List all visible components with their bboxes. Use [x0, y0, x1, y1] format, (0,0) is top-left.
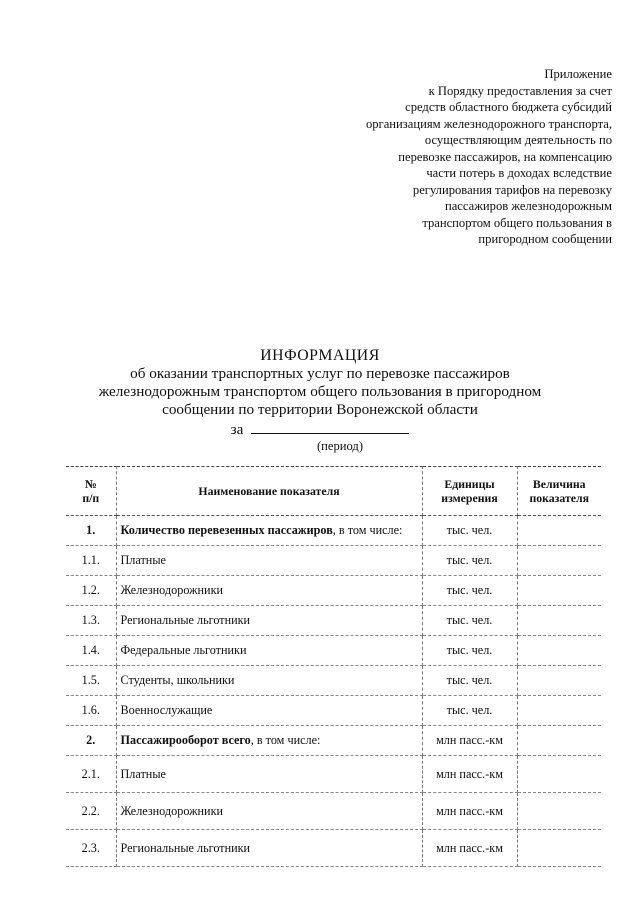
row-value-cell[interactable]	[517, 726, 601, 756]
row-unit: тыс. чел.	[422, 516, 517, 546]
row-unit: млн пасс.-км	[422, 830, 517, 867]
row-number: 1.5.	[66, 666, 116, 696]
table-row	[66, 516, 601, 546]
row-value-cell[interactable]	[517, 756, 601, 793]
row-number: 2.2.	[66, 793, 116, 830]
indicator-name-suffix: , в том числе:	[250, 733, 321, 747]
row-number: 1.6.	[66, 696, 116, 726]
appendix-line: организациям железнодорожного транспорта,	[365, 116, 612, 131]
row-value-cell[interactable]	[517, 696, 601, 726]
indicator-name-text: Региональные льготники	[120, 840, 251, 855]
row-number: 2.3.	[66, 830, 116, 867]
indicator-name-text: Платные	[120, 553, 166, 567]
indicator-name-suffix: , в том числе:	[332, 523, 403, 537]
appendix-block	[312, 66, 612, 248]
table-row	[66, 576, 601, 606]
appendix-line: к Порядку предоставления за счет	[428, 83, 612, 98]
indicator-name-text: Платные	[120, 766, 166, 781]
appendix-line: перевозке пассажиров, на компенсацию	[398, 149, 612, 164]
row-value-cell[interactable]	[517, 546, 601, 576]
row-indicator-name	[116, 576, 422, 606]
row-value-cell[interactable]	[517, 576, 601, 606]
row-unit: тыс. чел.	[422, 666, 517, 696]
row-indicator-name	[116, 830, 422, 867]
table-row	[66, 546, 601, 576]
table-row	[66, 756, 601, 793]
indicator-name-text: Железнодорожники	[120, 583, 224, 597]
row-unit: млн пасс.-км	[422, 793, 517, 830]
indicator-name-text: Железнодорожники	[120, 803, 224, 818]
row-indicator-name	[116, 516, 422, 546]
row-indicator-name	[116, 726, 422, 756]
row-unit: тыс. чел.	[422, 546, 517, 576]
indicator-name-text: Студенты, школьники	[120, 673, 235, 687]
row-indicator-name	[116, 606, 422, 636]
title-line: сообщении по территории Воронежской области	[162, 401, 478, 418]
row-value-cell[interactable]	[517, 666, 601, 696]
document-title	[0, 347, 640, 453]
period-prefix: за	[230, 421, 244, 438]
header-value: Величина показателя	[517, 467, 601, 516]
row-indicator-name	[116, 756, 422, 793]
indicator-name-text: Военнослужащие	[120, 703, 213, 717]
row-indicator-name	[116, 636, 422, 666]
row-value-cell[interactable]	[517, 793, 601, 830]
row-unit: млн пасс.-км	[422, 756, 517, 793]
table-row	[66, 726, 601, 756]
appendix-line: части потерь в доходах вследствие	[426, 166, 612, 180]
appendix-line: регулирования тарифов на перевозку	[412, 182, 612, 197]
period-caption: (период)	[316, 439, 364, 453]
row-unit: тыс. чел.	[422, 636, 517, 666]
indicators-table	[66, 466, 601, 867]
appendix-line: пригородном сообщении	[478, 232, 612, 246]
header-num: № п/п	[66, 467, 116, 516]
header-name: Наименование показателя	[116, 467, 422, 516]
row-unit: млн пасс.-км	[422, 726, 517, 756]
period-line	[0, 420, 640, 439]
row-value-cell[interactable]	[517, 830, 601, 867]
indicator-name-text: Количество перевезенных пассажиров	[120, 523, 333, 537]
row-number: 1.	[66, 516, 116, 546]
title-line: об оказании транспортных услуг по перевозке пассажиров	[130, 365, 510, 382]
appendix-line: Приложение	[544, 67, 612, 81]
row-value-cell[interactable]	[517, 636, 601, 666]
table-row	[66, 636, 601, 666]
row-indicator-name	[116, 793, 422, 830]
appendix-line: пассажиров железнодорожным	[444, 199, 612, 213]
row-number: 2.1.	[66, 756, 116, 793]
row-number: 1.2.	[66, 576, 116, 606]
table-header-row	[66, 467, 601, 516]
table-row	[66, 696, 601, 726]
indicator-name-text: Пассажирооборот всего	[120, 733, 251, 747]
header-unit: Единицы измерения	[422, 467, 517, 516]
table-row	[66, 606, 601, 636]
indicator-name-text: Федеральные льготники	[120, 643, 247, 657]
row-number: 2.	[66, 726, 116, 756]
row-value-cell[interactable]	[517, 606, 601, 636]
row-unit: тыс. чел.	[422, 576, 517, 606]
appendix-line: осуществляющим деятельность по	[424, 133, 612, 147]
title-heading: ИНФОРМАЦИЯ	[260, 347, 380, 364]
row-indicator-name	[116, 546, 422, 576]
appendix-line: транспортом общего пользования в	[422, 215, 612, 230]
indicator-name-text: Региональные льготники	[120, 613, 251, 627]
row-indicator-name	[116, 666, 422, 696]
row-number: 1.3.	[66, 606, 116, 636]
table-row	[66, 666, 601, 696]
appendix-line: средств областного бюджета субсидий	[405, 100, 612, 114]
table-row	[66, 793, 601, 830]
row-value-cell[interactable]	[517, 516, 601, 546]
row-number: 1.1.	[66, 546, 116, 576]
row-unit: тыс. чел.	[422, 696, 517, 726]
title-line: железнодорожным транспортом общего пользования в пригородном	[98, 383, 542, 400]
row-indicator-name	[116, 696, 422, 726]
period-blank-field[interactable]	[251, 420, 409, 434]
row-unit: тыс. чел.	[422, 606, 517, 636]
row-number: 1.4.	[66, 636, 116, 666]
table-row	[66, 830, 601, 867]
